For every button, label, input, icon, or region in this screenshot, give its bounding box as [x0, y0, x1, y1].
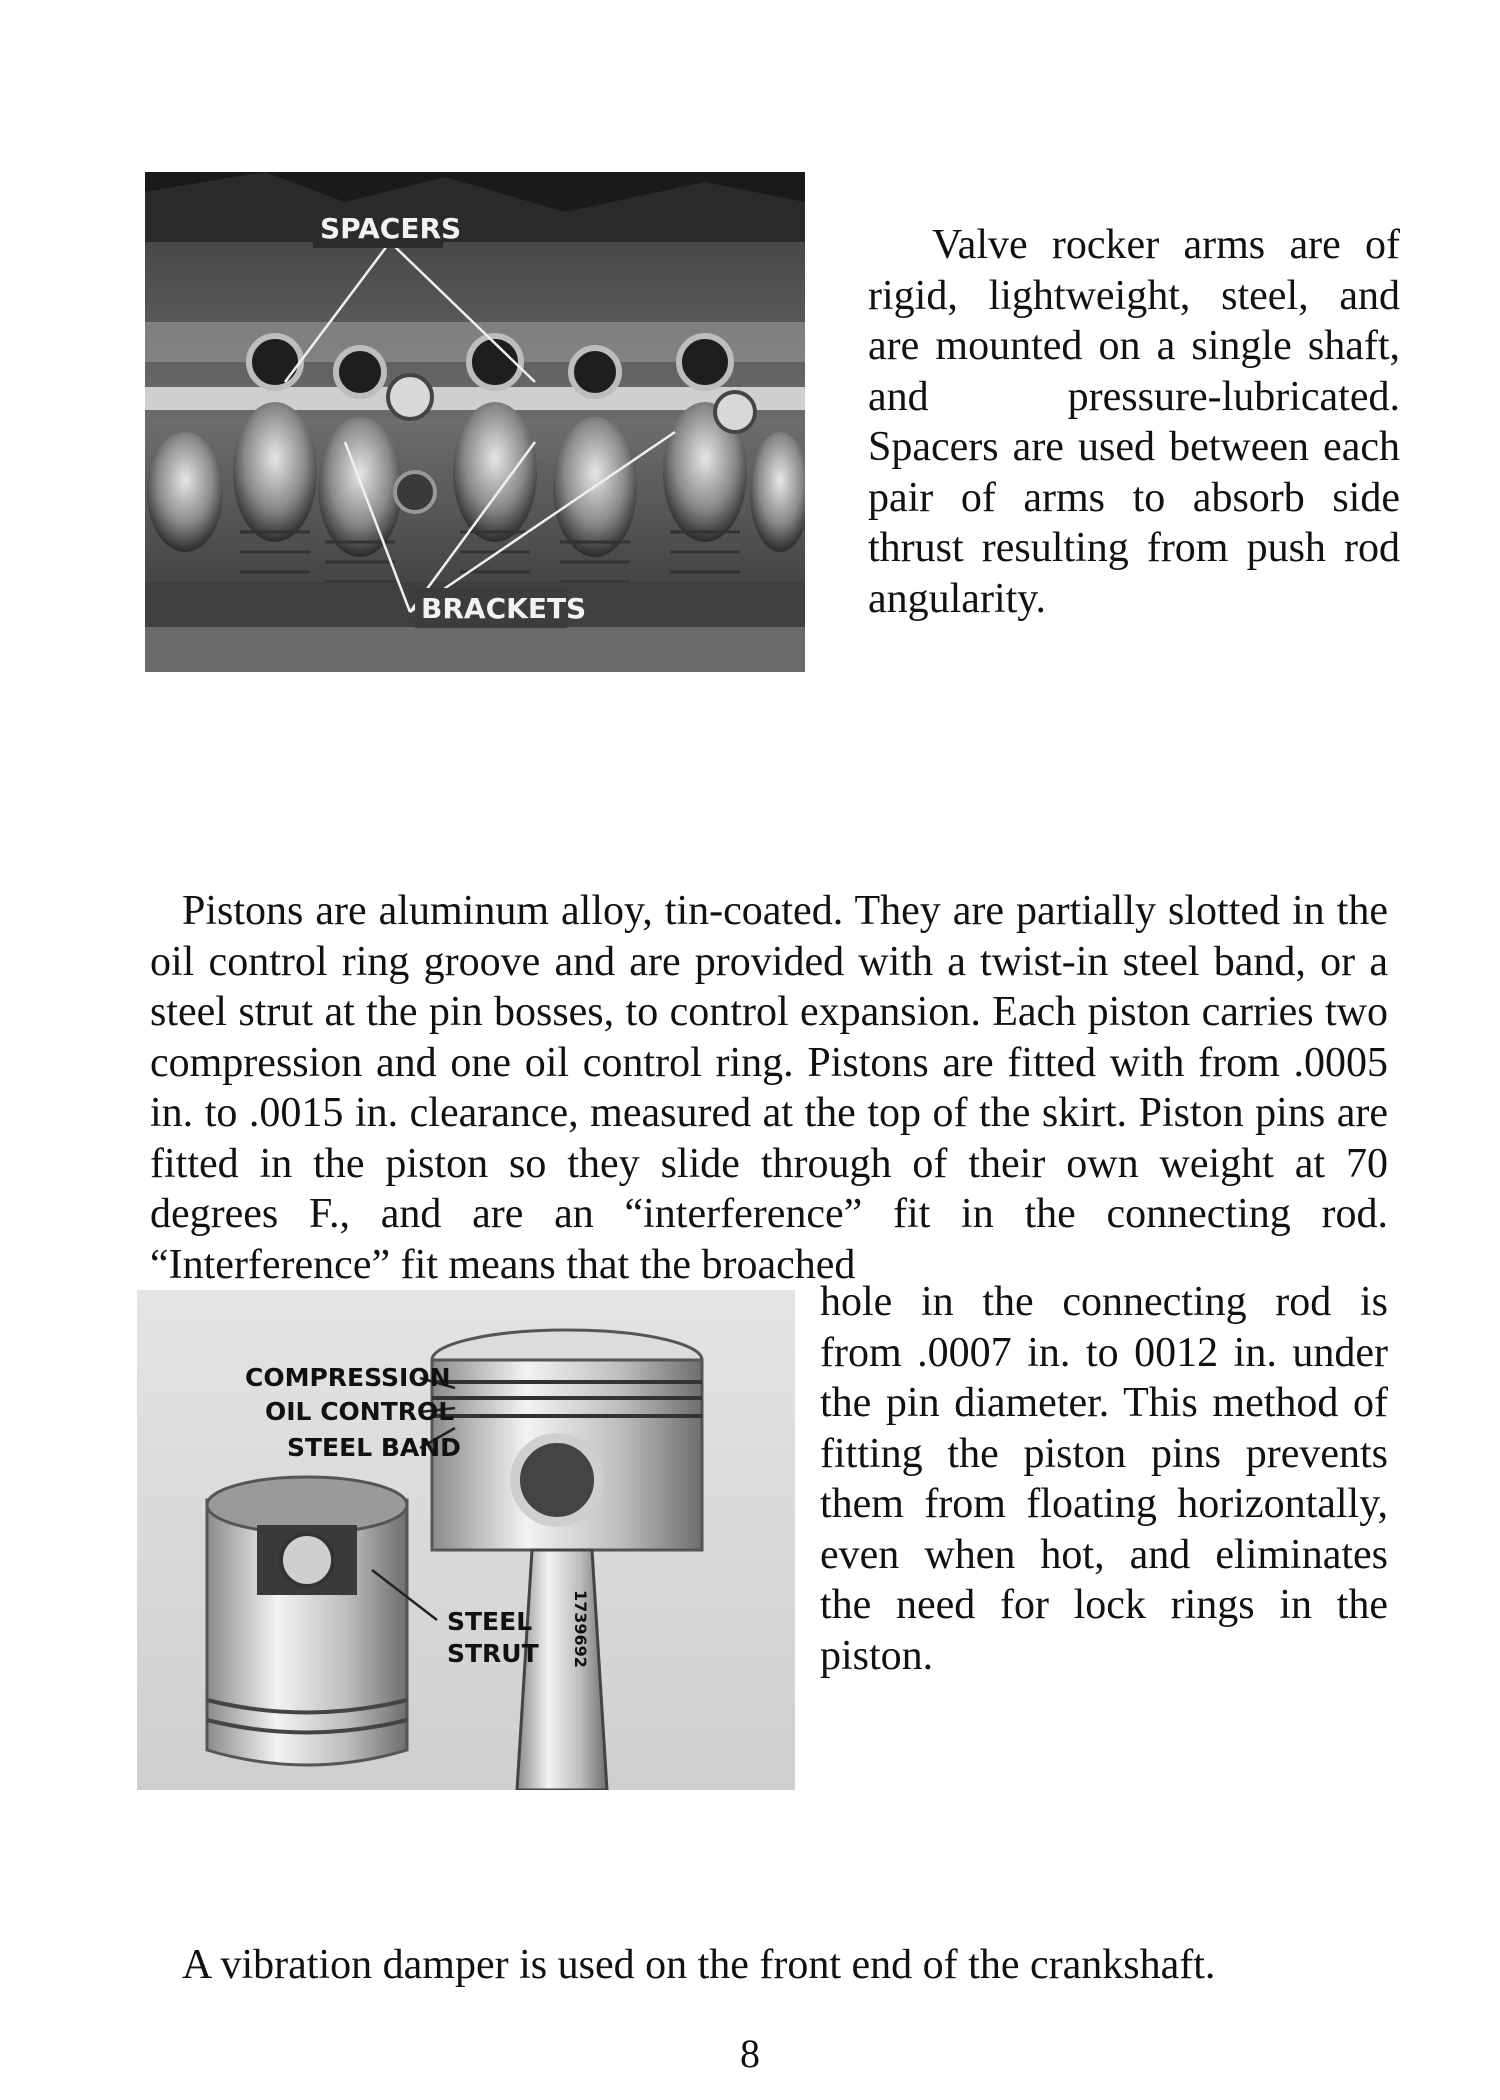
piston-illustration	[137, 1290, 795, 1790]
piston-paragraph: Pistons are aluminum alloy, tin-coated. They are partially slotted in the oil control ring groove and are provided with a twist-in steel band, or a steel strut at the pin bosses, to control expansion. Each piston carries two compression and one oil control ring. Pistons are fitted with from .0005 in. to .0015 in. clearance, measured at the top of the skirt. Piston pins are fitted in the piston so they slide through of their own weight at 70 degrees F., and are an “interference” fit in the connecting rod. “Interference” fit means that the broached	[150, 888, 1388, 1288]
oil-control-label: OIL CONTROL	[265, 1397, 455, 1426]
steel-band-label: STEEL BAND	[287, 1433, 461, 1462]
rocker-arm-photo	[145, 172, 805, 672]
steel-label: STEEL	[447, 1607, 533, 1636]
brackets-label: BRACKETS	[421, 592, 587, 625]
piston-underside	[207, 1477, 407, 1765]
rocker-arm-illustration	[145, 172, 805, 672]
strut-label: STRUT	[447, 1639, 539, 1668]
compression-label: COMPRESSION	[245, 1363, 451, 1392]
page-number: 8	[740, 2031, 760, 2076]
rocker-arm-paragraph: Valve rocker arms are of rigid, lightweight, steel, and are mounted on a single shaft, and pressure-lubricated. Spacers are used between each pair of arms to absorb side thrust resulting from push rod angularity.	[868, 222, 1400, 622]
vibration-damper-sentence: A vibration damper is used on the front end of the crankshaft.	[182, 1942, 1216, 1988]
piston-paragraph-continued: hole in the connecting rod is from .0007 in. to 0012 in. under the pin diameter. This method of fitting the piston pins prevents them from floating horizontally, even when hot, and eliminates the need for lock rings in the piston.	[820, 1279, 1388, 1679]
rod-number-label: 1739692	[571, 1590, 590, 1668]
piston-photo	[137, 1290, 795, 1790]
spacers-label: SPACERS	[320, 212, 462, 245]
